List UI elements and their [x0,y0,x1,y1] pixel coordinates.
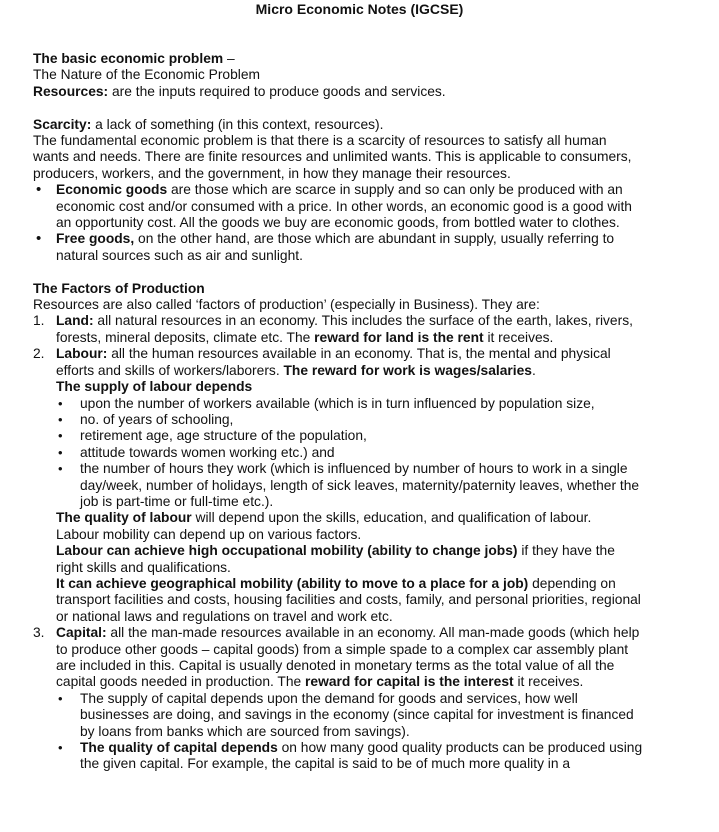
section-heading-factors: The Factors of Production [33,280,205,296]
labour-supply-item: • upon the number of workers available (which is in turn influenced by population size, [56,396,643,412]
labour-supply-item: • no. of years of schooling, [56,412,643,428]
resources-definition: Resources: are the inputs required to produce goods and services. [33,83,446,99]
labour-mobility: Labour mobility can depend up on various factors. [56,526,362,542]
factor-capital: 3. Capital: all the man-made resources available in an economy. All man-made goods (which help to produce other goods – capital goods) from a simple spade to a complex car assembly plant are included in this. Capital is usually denoted in monetary terms as the total value of all the capital goods needed in production. The reward for capital is the interest it receives. [33,625,640,690]
labour-geographical-mobility: It can achieve geographical mobility (ability to move to a place for a job) depending on transport facilities and costs, housing facilities and costs, family, and personal priorities, regional or national laws and regulations on travel and work etc. [56,575,641,624]
subheading-nature: The Nature of the Economic Problem [33,67,260,83]
capital-quality-item: • The quality of capital depends on how many good quality products can be produced using the given capital. For example, the capital is said to be of much more quality in a [56,740,643,773]
bullet-free-goods: • Free goods, on the other hand, are those which are abundant in supply, usually referring to natural sources such as air and sunlight. [33,231,643,264]
labour-occupational-mobility: Labour can achieve high occupational mobility (ability to change jobs) if they have the right skills and qualifications. [56,543,615,575]
labour-supply-item: • the number of hours they work (which is influenced by number of hours to work in a single day/week, number of holidays, length of sick leaves, maternity/paternity leaves, whether the job is part-time or full-time etc.). [56,461,643,510]
labour-supply-item: • retirement age, age structure of the population, [56,428,643,444]
factor-labour: 2. Labour: all the human resources available in an economy. That is, the mental and physical efforts and skills of workers/laborers. The reward for work is wages/salaries. [33,346,611,378]
factors-intro: Resources are also called ‘factors of production’ (especially in Business). They are: [33,297,540,313]
labour-quality: The quality of labour will depend upon the skills, education, and qualification of labour. [56,510,592,526]
factor-land: 1. Land: all natural resources in an economy. This includes the surface of the earth, lakes, rivers, forests, mineral deposits, climate etc. The reward for land is the rent it receives. [33,313,633,345]
labour-supply-item: • attitude towards women working etc.) and [56,445,643,461]
document-body [33,51,643,773]
scarcity-definition: Scarcity: a lack of something (in this context, resources). [33,116,384,132]
section-heading-basic-problem: The basic economic problem – [33,51,235,66]
bullet-economic-goods: • Economic goods are those which are scarce in supply and so can only be produced with an economic cost and/or consumed with a price. In other words, an economic good is a good with an opportunity cost. All the goods we buy are economic goods, from bottled water to clothes. [33,182,643,231]
scarcity-paragraph: The fundamental economic problem is that there is a scarcity of resources to satisfy all human wants and needs. There are finite resources and unlimited wants. This is applicable to consumers, producers, workers, and the government, in how they manage their resources. [33,133,632,181]
labour-supply-heading: The supply of labour depends [56,379,253,395]
document-title: Micro Economic Notes (IGCSE) [255,1,464,17]
capital-supply-item: • The supply of capital depends upon the demand for goods and services, how well businesses are doing, and savings in the economy (since capital for investment is financed by loans from banks which are sourced from savings). [56,691,643,740]
